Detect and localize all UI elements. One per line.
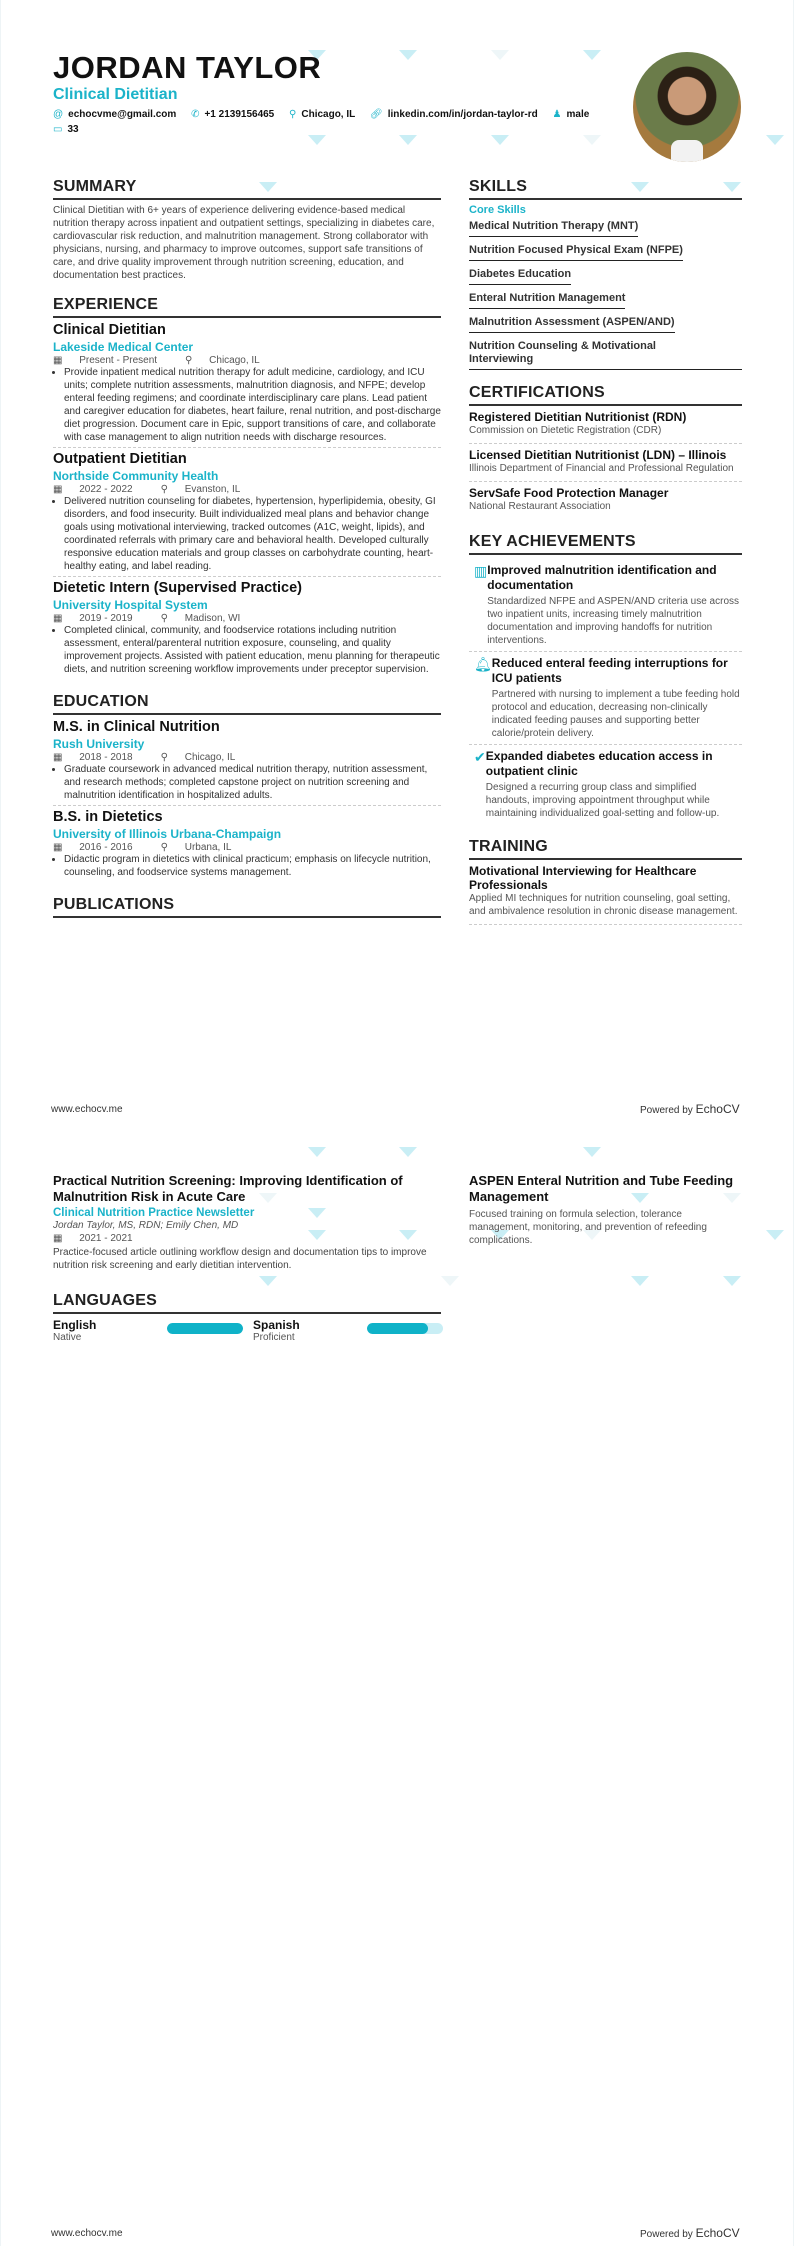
check-circle-icon: ✔ (474, 749, 486, 765)
calendar-icon: ▦ (53, 1233, 66, 1244)
section-heading: LANGUAGES (53, 1292, 441, 1314)
phone-text: +1 2139156465 (204, 109, 275, 120)
building-icon: ▥ (474, 563, 488, 579)
training-item (469, 864, 742, 925)
publication-publisher: Clinical Nutrition Practice Newsletter (53, 1207, 255, 1219)
training-item (469, 1173, 742, 1253)
company-name: University Hospital System (53, 598, 208, 612)
location-text: Chicago, IL (301, 109, 356, 120)
publication-item (53, 1173, 441, 1272)
training-title: ASPEN Enteral Nutrition and Tube Feeding Management (469, 1173, 734, 1204)
language-level: Proficient (253, 1332, 295, 1343)
education-section (53, 693, 441, 882)
company-name: Northside Community Health (53, 469, 219, 483)
job-dates: 2022 - 2022 (79, 484, 133, 495)
email-link[interactable]: echocvme@gmail.com (68, 109, 177, 120)
skill-item: Malnutrition Assessment (ASPEN/AND) (469, 312, 675, 333)
publications-section (53, 896, 441, 918)
location-pin-icon: ⚲ (185, 355, 196, 366)
language-proficiency-fill (367, 1323, 428, 1334)
job-title: Dietetic Intern (Supervised Practice) (53, 580, 302, 596)
job-dates: Present - Present (79, 355, 158, 366)
bell-icon: 🔔︎ (474, 656, 492, 672)
calendar-icon: ▭ (53, 124, 63, 135)
education-location: Chicago, IL (184, 752, 236, 763)
language-name: English (53, 1318, 97, 1332)
certification-item (469, 486, 742, 519)
section-heading: EXPERIENCE (53, 296, 441, 318)
language-level: Native (53, 1332, 82, 1343)
languages-section (53, 1292, 441, 1343)
school-name: University of Illinois Urbana-Champaign (53, 827, 282, 841)
training-title: Motivational Interviewing for Healthcare Professionals (469, 864, 697, 892)
experience-item (53, 322, 441, 448)
linkedin-link[interactable]: linkedin.com/in/jordan-taylor-rd (387, 109, 538, 120)
degree: B.S. in Dietetics (53, 809, 163, 825)
link-icon: 🔗︎ (370, 109, 383, 120)
footer-site[interactable]: www.echocv.me (51, 1104, 123, 1115)
publication-dates: 2021 - 2021 (79, 1233, 133, 1244)
skill-item: Medical Nutrition Therapy (MNT) (469, 216, 638, 237)
candidate-title: Clinical Dietitian (53, 86, 178, 103)
training-section (469, 838, 742, 925)
certification-issuer: National Restaurant Association (469, 501, 611, 512)
experience-item (53, 580, 441, 679)
footer-site[interactable]: www.echocv.me (51, 2228, 123, 2239)
achievement-item (469, 652, 742, 745)
language-name: Spanish (253, 1318, 300, 1332)
education-location: Urbana, IL (184, 842, 232, 853)
section-heading: TRAINING (469, 838, 742, 860)
section-heading: CERTIFICATIONS (469, 384, 742, 406)
contact-info (53, 107, 613, 137)
company-name: Lakeside Medical Center (53, 340, 194, 354)
job-bullet: • Delivered nutrition counseling for diabetes, hypertension, hyperlipidemia, obesity, GI disorders, and food insecurity. Built individualized meal plans and behavior change goals using motivational interviewing, tracked outcomes (A1C, weight, lipids), and coordinated referrals with primary care and behavioral health. Developed culturally responsive education materials and group classes on carbohydrate counting, heart-healthy eating, and label reading. (64, 495, 441, 573)
calendar-icon: ▦ (53, 484, 66, 495)
publication-authors: Jordan Taylor, MS, RDN; Emily Chen, MD (53, 1220, 239, 1231)
footer-powered-by (640, 1102, 740, 1116)
job-bullet: • Provide inpatient medical nutrition therapy for adult medicine, cardiology, and ICU units; complete nutrition assessments, malnutrition diagnosis, and NFPE; develop enteral feeding regimens; and coordinate interdisciplinary care plans. Lead patient and caregiver education for diabetes, heart failure, renal nutrition, and post-discharge diet progression. Document care in Epic, support transitions of care, and collaborate with case management to align nutrition needs with discharge resources. (64, 366, 441, 444)
achievement-item (469, 559, 742, 652)
achievement-description: Designed a recurring group class and simplified handouts, improving appointment throughput while maintaining individualized goal-setting and follow-up. (485, 782, 720, 819)
job-title: Clinical Dietitian (53, 322, 166, 338)
summary-section (53, 178, 441, 282)
experience-item (53, 451, 441, 577)
achievement-description: Standardized NFPE and ASPEN/AND criteria use across two inpatient units, increasing timely malnutrition documentation and improving handoffs for nutrition interventions. (487, 596, 740, 646)
achievement-title: Expanded diabetes education access in outpatient clinic (485, 749, 713, 778)
training-description: Focused training on formula selection, tolerance management, monitoring, and prevention of refeeding complications. (469, 1209, 707, 1246)
school-name: Rush University (53, 737, 145, 751)
training-description: Applied MI techniques for nutrition counseling, goal setting, and ambivalence resolution in chronic disease management. (469, 893, 738, 917)
publication-title: Practical Nutrition Screening: Improving Identification of Malnutrition Risk in Acute Care (53, 1173, 403, 1204)
job-location: Evanston, IL (184, 484, 241, 495)
achievement-description: Partnered with nursing to implement a tube feeding hold protocol and education, decreasing non-clinically indicated feeding pauses and supporting better calorie/protein delivery. (491, 689, 740, 739)
skill-item: Nutrition Focused Physical Exam (NFPE) (469, 240, 683, 261)
skills-group-label: Core Skills (469, 204, 526, 216)
brand-name: EchoCV (695, 1102, 740, 1116)
powered-by-label: Powered by (640, 1105, 693, 1116)
left-column (53, 178, 441, 932)
phone-icon: ✆ (191, 109, 200, 120)
publication-description: Practice-focused article outlining workflow design and documentation tips to improve nutrition risk screening and early dietitian intervention. (53, 1247, 427, 1271)
job-title: Outpatient Dietitian (53, 451, 187, 467)
education-bullet: • Didactic program in dietetics with clinical practicum; emphasis on lifecycle nutrition, counseling, and foodservice systems management. (64, 853, 441, 879)
section-heading: KEY ACHIEVEMENTS (469, 533, 742, 555)
education-item (53, 809, 441, 882)
certification-title: Registered Dietitian Nutritionist (RDN) (469, 410, 687, 424)
certification-item (469, 448, 742, 482)
experience-section (53, 296, 441, 679)
profile-photo (633, 52, 741, 162)
degree: M.S. in Clinical Nutrition (53, 719, 220, 735)
candidate-name: JORDAN TAYLOR (53, 50, 322, 85)
education-item (53, 719, 441, 806)
certification-issuer: Illinois Department of Financial and Professional Regulation (469, 463, 734, 474)
certification-item (469, 410, 742, 444)
language-item (253, 1318, 443, 1343)
job-bullet: • Completed clinical, community, and foodservice rotations including nutrition assessment, enteral/parenteral nutrition exposure, counseling, and quality improvement projects. Assisted with patient education, menu planning for therapeutic diets, and nutrition screening workflow improvements under preceptor supervision. (64, 624, 441, 676)
skill-item: Enteral Nutrition Management (469, 288, 625, 309)
calendar-icon: ▦ (53, 842, 66, 853)
gender-text: male (566, 109, 590, 120)
location-pin-icon: ⚲ (160, 484, 171, 495)
brand-name: EchoCV (695, 2226, 740, 2240)
language-item (53, 1318, 243, 1343)
location-pin-icon: ⚲ (160, 613, 171, 624)
achievements-section (469, 533, 742, 824)
job-location: Chicago, IL (209, 355, 260, 366)
achievement-item (469, 745, 742, 824)
achievement-title: Reduced enteral feeding interruptions for ICU patients (491, 656, 728, 685)
footer-powered-by (640, 2226, 740, 2240)
location-pin-icon: ⚲ (160, 752, 171, 763)
language-proficiency-bar (367, 1323, 443, 1334)
language-proficiency-fill (167, 1323, 243, 1334)
calendar-icon: ▦ (53, 752, 66, 763)
location-pin-icon: ⚲ (160, 842, 171, 853)
language-proficiency-bar (167, 1323, 243, 1334)
certification-title: ServSafe Food Protection Manager (469, 486, 669, 500)
email-icon: @ (53, 109, 64, 120)
age-text: 33 (67, 124, 79, 135)
education-dates: 2018 - 2018 (79, 752, 133, 763)
right-column (469, 1173, 742, 1256)
job-location: Madison, WI (184, 613, 241, 624)
skill-item: Diabetes Education (469, 264, 571, 285)
left-column (53, 1173, 441, 1357)
section-heading: EDUCATION (53, 693, 441, 715)
summary-text: Clinical Dietitian with 6+ years of experience delivering evidence-based medical nutrition therapy across inpatient and outpatient settings, specializing in diabetes care, cardiovascular risk reduction, and malnutrition management. Strong collaborator with physicians, nursing, and pharmacy to improve outcomes, support safe transitions of care, and drive quality improvement through nutrition screening, education, and documentation best practices. (53, 205, 435, 281)
right-column (469, 178, 742, 939)
resume-page-2 (0, 1123, 794, 2246)
skills-section (469, 178, 742, 370)
calendar-icon: ▦ (53, 613, 66, 624)
certification-title: Licensed Dietitian Nutritionist (LDN) – Illinois (469, 448, 727, 462)
section-heading: SKILLS (469, 178, 742, 200)
certification-issuer: Commission on Dietetic Registration (CDR) (469, 425, 662, 436)
education-dates: 2016 - 2016 (79, 842, 133, 853)
achievement-title: Improved malnutrition identification and documentation (487, 563, 717, 592)
calendar-icon: ▦ (53, 355, 66, 366)
powered-by-label: Powered by (640, 2229, 693, 2240)
person-icon: ♟ (552, 109, 562, 120)
job-dates: 2019 - 2019 (79, 613, 133, 624)
section-heading: PUBLICATIONS (53, 896, 441, 918)
certifications-section (469, 384, 742, 519)
section-heading: SUMMARY (53, 178, 441, 200)
location-pin-icon: ⚲ (289, 109, 297, 120)
skill-item: Nutrition Counseling & Motivational Interviewing (469, 336, 742, 370)
education-bullet: • Graduate coursework in advanced medical nutrition therapy, nutrition assessment, and research methods; completed capstone project on nutrition screening and malnutrition identification in hospitalized adults. (64, 763, 441, 802)
